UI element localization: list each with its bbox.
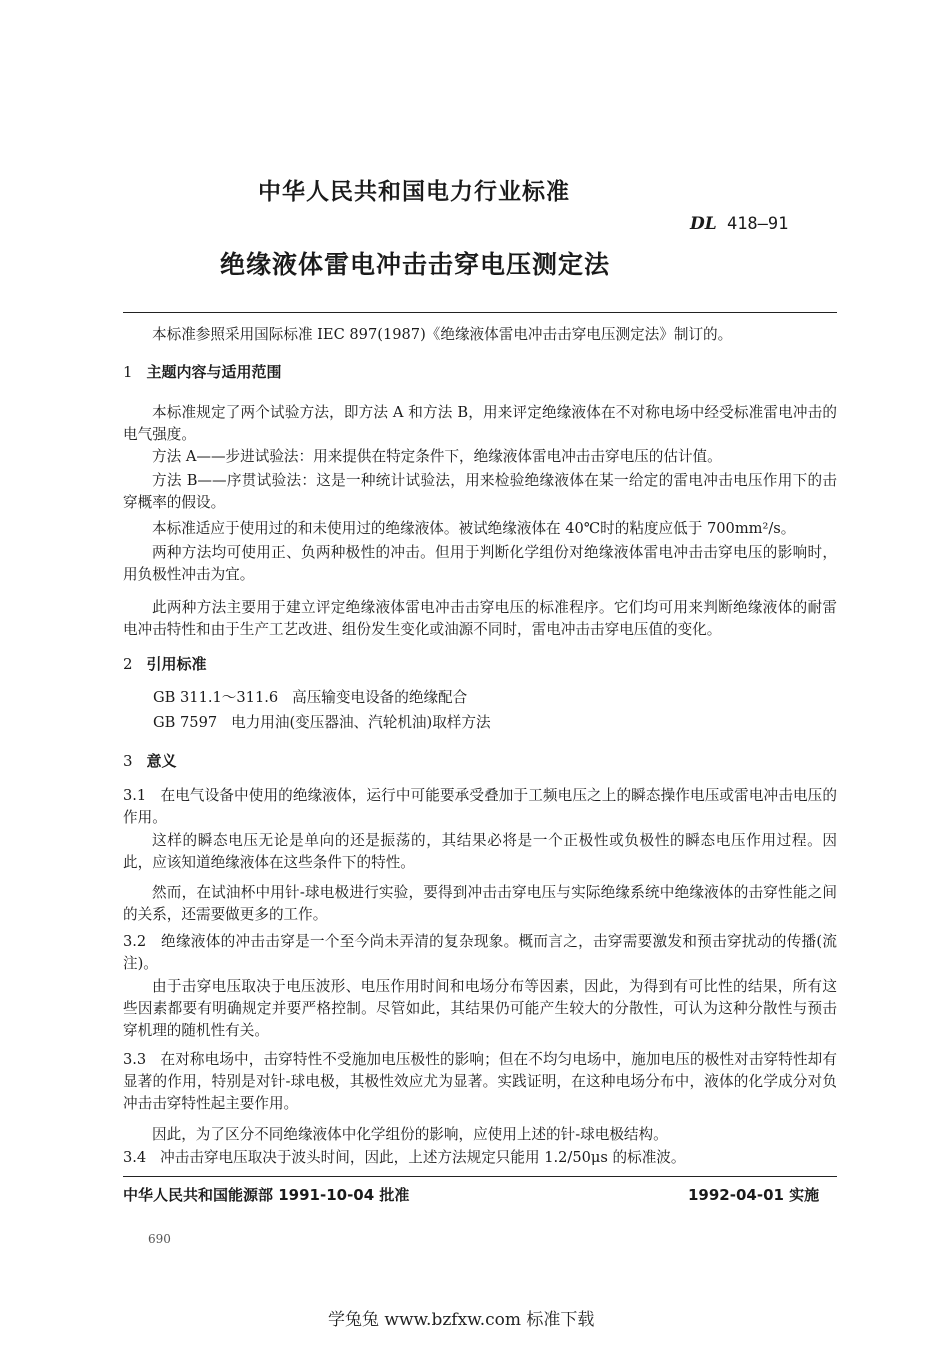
reference-code: GB 7597 <box>153 714 218 731</box>
clause-number: 3.1 <box>123 787 147 804</box>
clause-3-2 <box>123 931 837 975</box>
clause-paragraph: 因此，为了区分不同绝缘液体中化学组份的影响，应使用上述的针-球电极结构。 <box>152 1126 668 1143</box>
reference-item <box>153 686 467 707</box>
clause-text: 绝缘液体的冲击击穿是一个至今尚未弄清的复杂现象。概而言之，击穿需要激发和预击穿扰动的传播(流注)。 <box>123 933 837 972</box>
reference-code: GB 311.1～311.6 <box>153 689 279 706</box>
section-1-paragraph: 本标准适应于使用过的和未使用过的绝缘液体。被试绝缘液体在 40℃时的粘度应低于 700mm²/s。 <box>152 520 796 537</box>
clause-number: 3.4 <box>123 1149 147 1166</box>
clause-paragraph: 这样的瞬态电压无论是单向的还是振荡的，其结果必将是一个正极性或负极性的瞬态电压作用过程。因此，应该知道绝缘液体在这些条件下的特性。 <box>123 832 837 871</box>
footer-divider <box>123 1176 837 1177</box>
clause-text: 在对称电场中，击穿特性不受施加电压极性的影响；但在不均匀电场中，施加电压的极性对击穿特性却有显著的作用，特别是对针-球电极，其极性效应尤为显著。实践证明，在这种电场分布中，液体的化学成分对负冲击击穿特性起主要作用。 <box>123 1051 837 1112</box>
clause-number: 3.3 <box>123 1051 147 1068</box>
standard-category: 中华人民共和国电力行业标准 <box>258 179 570 205</box>
section-3-title: 意义 <box>146 752 177 770</box>
section-1-title: 主题内容与适用范围 <box>146 363 282 381</box>
section-2-number: 2 <box>123 655 133 673</box>
section-1-number: 1 <box>123 363 133 381</box>
clause-text: 在电气设备中使用的绝缘液体，运行中可能要承受叠加于工频电压之上的瞬态操作电压或雷电冲击电压的作用。 <box>123 787 837 826</box>
intro-paragraph: 本标准参照采用国际标准 IEC 897(1987)《绝缘液体雷电冲击击穿电压测定法》制订的。 <box>152 326 733 343</box>
reference-title: 电力用油(变压器油、汽轮机油)取样方法 <box>231 714 491 731</box>
site-watermark: 学兔兔 www.bzfxw.com 标准下载 <box>328 1310 595 1330</box>
section-1-paragraph: 此两种方法主要用于建立评定绝缘液体雷电冲击击穿电压的标准程序。它们均可用来判断绝缘液体的耐雷电冲击特性和由于生产工艺改进、组份发生变化或油源不同时，雷电冲击击穿电压值的变化。 <box>123 599 837 638</box>
section-1-paragraph: 方法 B——序贯试验法：这是一种统计试验法，用来检验绝缘液体在某一给定的雷电冲击电压作用下的击穿概率的假设。 <box>123 472 837 511</box>
clause-paragraph: 然而，在试油杯中用针-球电极进行实验，要得到冲击击穿电压与实际绝缘系统中绝缘液体的击穿性能之间的关系，还需要做更多的工作。 <box>123 884 837 923</box>
document-title: 绝缘液体雷电冲击击穿电压测定法 <box>220 250 611 279</box>
approval-line: 中华人民共和国能源部 1991-10-04 批准 <box>123 1186 410 1204</box>
section-1-paragraph: 两种方法均可使用正、负两种极性的冲击。但用于判断化学组份对绝缘液体雷电冲击击穿电压的影响时，用负极性冲击为宜。 <box>123 544 837 583</box>
section-1-paragraph: 本标准规定了两个试验方法，即方法 A 和方法 B，用来评定绝缘液体在不对称电场中经受标准雷电冲击的电气强度。 <box>123 404 837 443</box>
section-3-heading <box>123 750 837 772</box>
standard-code-number: 418—91 <box>726 214 789 234</box>
section-1-paragraph: 方法 A——步进试验法：用来提供在特定条件下，绝缘液体雷电冲击击穿电压的估计值。 <box>152 448 722 465</box>
implementation-date: 1992-04-01 实施 <box>688 1186 820 1204</box>
reference-title: 高压输变电设备的绝缘配合 <box>292 689 468 706</box>
header-divider <box>123 312 837 313</box>
clause-text: 冲击击穿电压取决于波头时间，因此，上述方法规定只能用 1.2/50μs 的标准波。 <box>160 1149 686 1166</box>
clause-3-4 <box>123 1147 837 1169</box>
reference-item <box>153 711 491 732</box>
clause-3-3 <box>123 1049 837 1115</box>
page-number: 690 <box>148 1232 171 1246</box>
section-1-heading <box>123 361 837 383</box>
section-2-title: 引用标准 <box>146 655 207 673</box>
standard-code-prefix: DL <box>690 214 717 234</box>
standard-code <box>690 214 788 234</box>
clause-paragraph: 由于击穿电压取决于电压波形、电压作用时间和电场分布等因素，因此，为得到有可比性的结果，所有这些因素都要有明确规定并要严格控制。尽管如此，其结果仍可能产生较大的分散性，可认为这种分散性与预击穿机理的随机性有关。 <box>123 978 837 1039</box>
section-2-heading <box>123 653 837 675</box>
clause-3-1 <box>123 785 837 829</box>
section-3-number: 3 <box>123 752 133 770</box>
clause-number: 3.2 <box>123 933 147 950</box>
